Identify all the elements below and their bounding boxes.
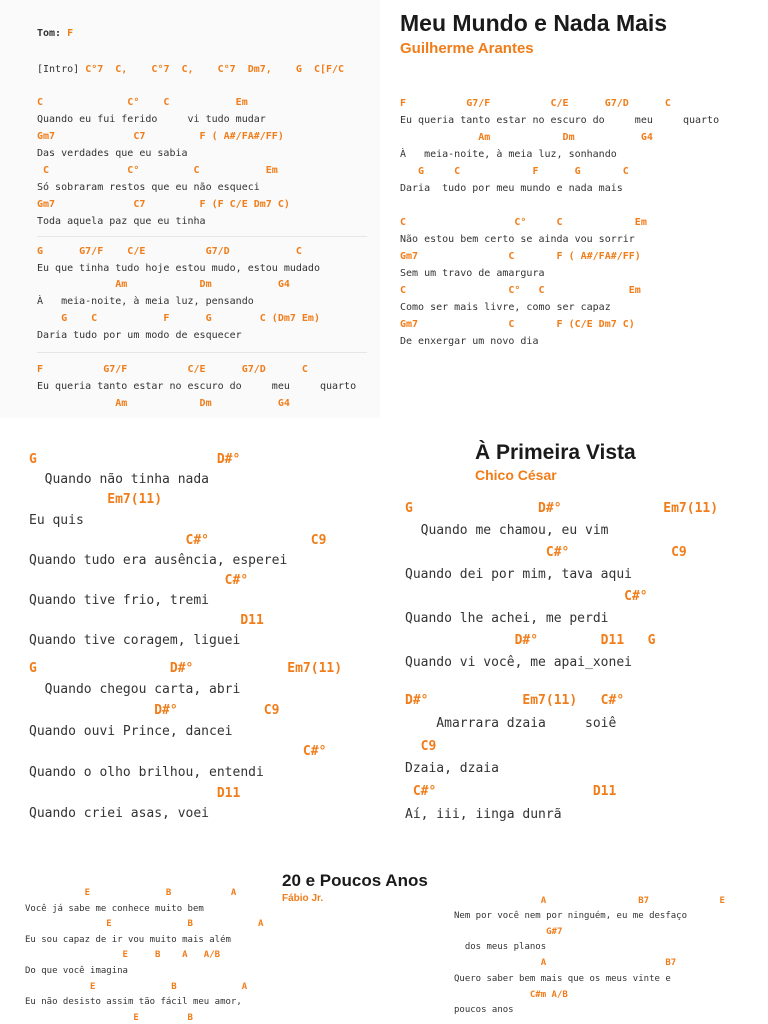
lyric-line: Quando me chamou, eu vim: [405, 523, 609, 538]
intro-chords: C°7 C, C°7 C, C°7 Dm7, G C[F/C: [85, 64, 345, 75]
lyric-line: Do que você imagina: [25, 966, 128, 976]
chord-line: G C F G C (Dm7 Em): [37, 313, 320, 324]
lyric-line: Eu não desisto assim tão fácil meu amor,: [25, 997, 242, 1007]
lyric-line: Não estou bem certo se ainda vou sorrir: [400, 234, 635, 245]
chord-line: E B A: [25, 888, 237, 898]
chord-line: A B7 E: [454, 896, 725, 906]
lyric-line: De enxergar um novo dia: [400, 336, 539, 347]
chord-line: D11: [29, 613, 264, 628]
chord-line: Gm7 C F (C/E Dm7 C): [400, 319, 635, 330]
lyric-line: Só sobraram restos que eu não esqueci: [37, 182, 260, 193]
chord-line: Gm7 C F ( A#/FA#/FF): [400, 251, 641, 262]
lyric-line: Daria tudo por meu mundo e nada mais: [400, 183, 623, 194]
chord-line: F G7/F C/E G7/D C: [400, 98, 671, 109]
lyric-line: Daria tudo por um modo de esquecer: [37, 330, 242, 341]
lyric-line: Dzaia, dzaia: [405, 761, 499, 776]
lyric-line: Quando lhe achei, me perdi: [405, 611, 609, 626]
lyric-line: Quando chegou carta, abri: [29, 682, 241, 697]
lyric-line: Das verdades que eu sabia: [37, 148, 188, 159]
lyric-line: Quando dei por mim, tava aqui: [405, 567, 632, 582]
chord-line: C#m A/B: [454, 990, 568, 1000]
song1-left-panel: [0, 0, 380, 418]
lyric-line: Quando tudo era ausência, esperei: [29, 553, 288, 568]
lyric-line: Amarrara dzaia soiê: [405, 716, 617, 731]
lyric-line: Você já sabe me conhece muito bem: [25, 904, 204, 914]
lyric-line: Quando o olho brilhou, entendi: [29, 765, 264, 780]
lyric-line: Sem um travo de amargura: [400, 268, 545, 279]
chord-line: D#° D11 G: [405, 633, 656, 648]
lyric-line: Eu queria tanto estar no escuro do meu quarto: [37, 381, 357, 392]
lyric-line: Nem por você nem por ninguém, eu me desfaço: [454, 911, 687, 921]
chord-line: Em7(11): [29, 492, 163, 507]
lyric-line: Eu sou capaz de ir vou muito mais além: [25, 935, 231, 945]
lyric-line: Quando não tinha nada: [29, 472, 210, 487]
lyric-line: Quando tive frio, tremi: [29, 593, 210, 608]
chord-line: E B A: [25, 982, 248, 992]
lyric-line: Quando ouvi Prince, dancei: [29, 724, 233, 739]
chord-line: Gm7 C7 F ( A#/FA#/FF): [37, 131, 284, 142]
chord-line: A B7: [454, 958, 677, 968]
chord-line: C9: [405, 739, 437, 754]
chord-line: D11: [29, 786, 241, 801]
chord-line: C C° C Em: [400, 285, 641, 296]
lyric-line: À meia-noite, à meia luz, sonhando: [400, 149, 617, 160]
song3-artist: Fábio Jr.: [282, 893, 324, 904]
lyric-line: Quando criei asas, voei: [29, 806, 210, 821]
song3-title: 20 e Poucos Anos: [282, 871, 428, 890]
lyric-line: Eu que tinha tudo hoje estou mudo, estou mudado: [37, 263, 320, 274]
lyric-line: Toda aquela paz que eu tinha: [37, 216, 206, 227]
chord-line: Am Dm G4: [400, 132, 653, 143]
intro-label: [Intro]: [37, 64, 80, 75]
stanza-divider: [37, 236, 367, 237]
lyric-line: À meia-noite, à meia luz, pensando: [37, 296, 254, 307]
chord-line: F G7/F C/E G7/D C: [37, 364, 308, 375]
chord-line: C#°: [405, 589, 648, 604]
chord-line: Am Dm G4: [37, 398, 290, 409]
tom-row: [37, 28, 73, 40]
song2-artist: Chico César: [475, 467, 557, 483]
song1-title: Meu Mundo e Nada Mais: [400, 10, 668, 36]
chord-line: E B A A/B: [25, 950, 221, 960]
chord-line: C#°: [29, 573, 249, 588]
chord-line: G C F G C: [400, 166, 629, 177]
chord-line: G#7: [454, 927, 563, 937]
chord-line: C#° C9: [29, 533, 327, 548]
tom-value: F: [67, 28, 74, 39]
lyric-line: Quando tive coragem, liguei: [29, 633, 241, 648]
tom-label: Tom:: [37, 28, 62, 39]
chord-line: G G7/F C/E G7/D C: [37, 246, 302, 257]
chord-line: C#°: [29, 744, 327, 759]
lyric-line: poucos anos: [454, 1005, 514, 1015]
chord-line: E B A: [25, 919, 264, 929]
chord-line: E B: [25, 1013, 193, 1023]
song2-title: À Primeira Vista: [475, 441, 636, 464]
stanza-divider: [37, 352, 367, 353]
chord-line: G D#° Em7(11): [405, 501, 719, 516]
lyric-line: Quando eu fui ferido vi tudo mudar: [37, 114, 266, 125]
intro-row: [37, 64, 344, 76]
chord-line: G D#°: [29, 452, 241, 467]
chord-line: C C° C Em: [37, 165, 278, 176]
chord-line: D#° C9: [29, 703, 280, 718]
lyric-line: Como ser mais livre, como ser capaz: [400, 302, 611, 313]
chord-line: D#° Em7(11) C#°: [405, 693, 625, 708]
lyric-line: Eu quis: [29, 513, 84, 528]
lyric-line: Quando vi você, me apai_xonei: [405, 655, 632, 670]
lyric-line: dos meus planos: [454, 942, 547, 952]
lyric-line: Quero saber bem mais que os meus vinte e: [454, 974, 671, 984]
lyric-line: Eu queria tanto estar no escuro do meu quarto: [400, 115, 720, 126]
chord-line: Am Dm G4: [37, 279, 290, 290]
chord-line: C#° C9: [405, 545, 687, 560]
chord-line: C#° D11: [405, 784, 617, 799]
chord-line: G D#° Em7(11): [29, 661, 343, 676]
lyric-line: Aí, iii, iinga dunrã: [405, 807, 562, 822]
chord-line: C C° C Em: [37, 97, 248, 108]
chord-line: Gm7 C7 F (F C/E Dm7 C): [37, 199, 290, 210]
chord-line: C C° C Em: [400, 217, 647, 228]
song1-artist: Guilherme Arantes: [400, 40, 534, 57]
